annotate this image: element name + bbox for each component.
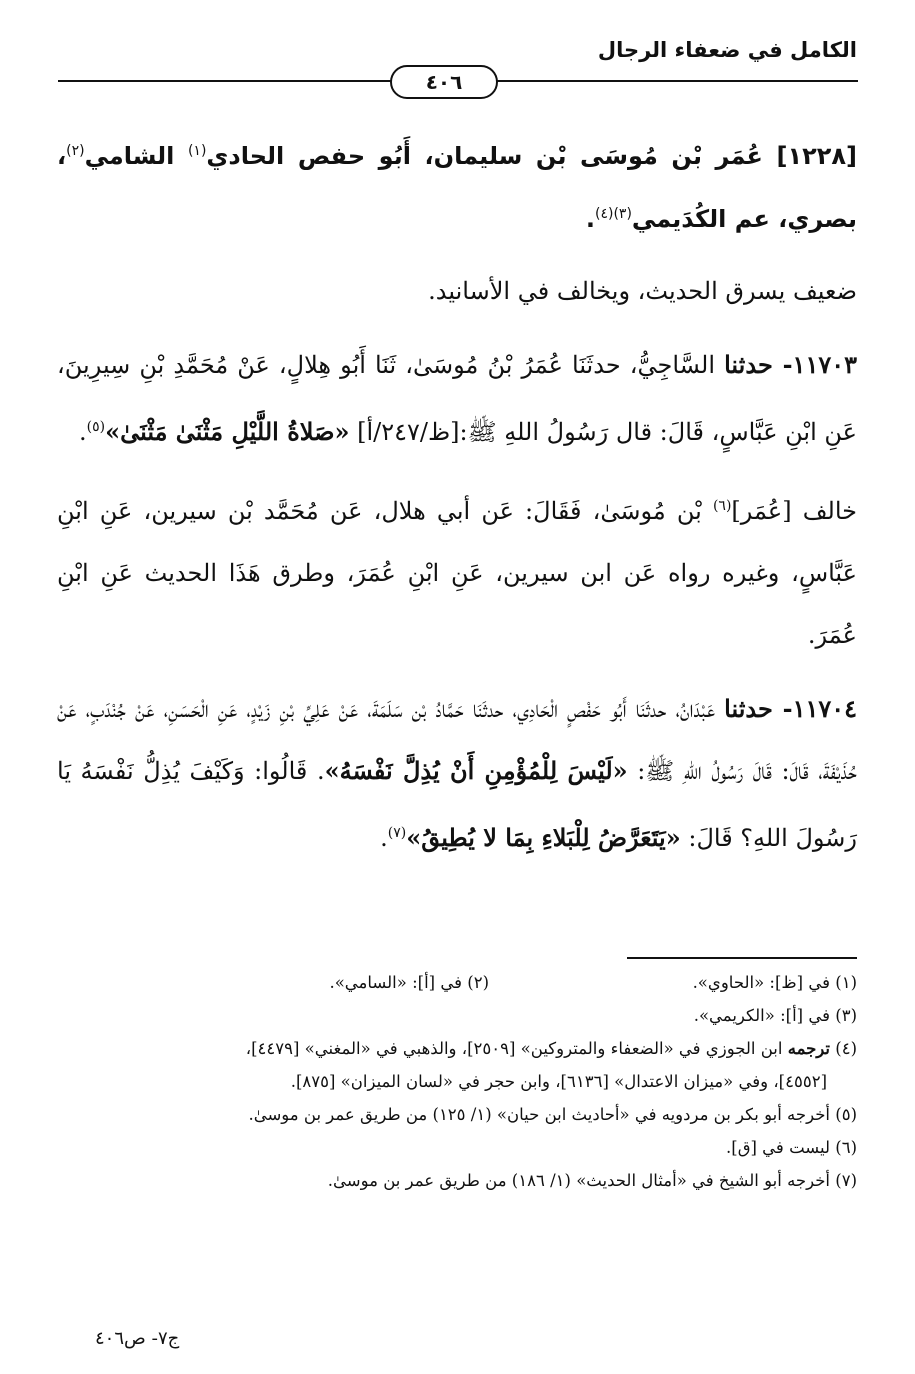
entry-end: . <box>585 205 595 233</box>
footnote-ref-1: (١) <box>187 143 207 159</box>
footnote-7: (٧) أخرجه أبو الشيخ في «أمثال الحديث» (١/ ١٨٦) من طريق عمر بن موسىٰ. <box>327 1171 857 1190</box>
running-title: الكامل في ضعفاء الرجال <box>597 38 857 62</box>
printer-signature: ج٧- ص٤٠٦ <box>95 1328 180 1349</box>
footnote-keyword: ترجمه <box>787 1039 830 1058</box>
hadith-number: ١١٧٠٣- <box>782 350 857 379</box>
period: . <box>78 418 87 446</box>
commentary-rest: بْن مُوسَىٰ، فَقَالَ: عَن أبي هلال، عَن مُحَمَّد بْن سيرين، عَنِ ابْنِ عَبَّاسٍ، وغيره رواه عَن ابن سيرين، عَنِ ابْنِ عُمَرَ، وطرق هَذَا الحديث عَنِ ابْنِ عُمَرَ. <box>57 497 857 649</box>
dialogue-text: . قَالُوا: وَكَيْفَ يُذِلُّ نَفْسَهُ يَا رَسُولَ اللهِ؟ قَالَ: <box>57 757 857 852</box>
footnote-ref-7: (٧) <box>387 825 407 841</box>
hadith-matn: «صَلاةُ اللَّيْلِ مَثْنَىٰ مَثْنَىٰ» <box>105 417 350 446</box>
footnote-5: (٥) أخرجه أبو بكر بن مردويه في «أحاديث ابن حيان» (١/ ١٢٥) من طريق عمر بن موسىٰ. <box>248 1105 857 1124</box>
footnote-4 <box>57 1032 857 1065</box>
entry-heading: [١٢٢٨] عُمَر بْن مُوسَى بْن سليمان، أَبُو حفص الحادي <box>206 142 858 170</box>
footnote-row <box>57 966 857 999</box>
hadith-11703 <box>57 334 857 463</box>
isnad-text: عَبْدَانُ، حدثَنَا أَبُو حَفْصٍ الْحَادِي، حدثَنَا حَمَّادُ بْن سَلَمَةَ، عَنْ عَلِيِّ بْنِ زَيْدٍ، عَنِ الْحَسَنِ، عَنْ جُنْدَبٍ، عَنْ حُذَيْفَةَ، قَالَ: قَالَ رَسُولُ اللهِ ﷺ: <box>57 695 857 785</box>
footnote-3: (٣) في [أ]: «الكريمي». <box>693 1006 857 1025</box>
commentary-paragraph <box>57 475 857 666</box>
footnote-2: (٢) في [أ]: «السامي». <box>329 973 489 992</box>
footnote-4-line2: [٤٥٥٢]، وفي «ميزان الاعتدال» [٦١٣٦]، وابن حجر في «لسان الميزان» [٨٧٥]. <box>290 1072 827 1091</box>
commentary-start: خالف [عُمَر] <box>731 497 857 525</box>
period: . <box>380 824 388 852</box>
footnote-ref-5: (٥) <box>86 419 106 435</box>
hadith-matn-2: «يَتَعَرَّضُ لِلْبَلاءِ بِمَا لا يُطِيقُ» <box>406 823 681 852</box>
footnote-ref-3-4: (٣)(٤) <box>594 206 632 222</box>
page-number: ٤٠٦ <box>425 70 463 94</box>
main-text <box>57 122 857 869</box>
footnote-4-line1: ابن الجوزي في «الضعفاء والمتروكين» [٢٥٠٩]، والذهبي في «المغني» [٤٤٧٩]، <box>245 1039 788 1058</box>
narrator-verdict: ضعيف يسرق الحديث، ويخالف في الأسانيد. <box>428 277 857 305</box>
isnad-text: السَّاجِيُّ، حدثَنَا عُمَرُ بْنُ مُوسَىٰ، ثَنَا أَبُو هِلالٍ، عَنْ مُحَمَّدِ بْنِ سِيرِينَ، عَنِ ابْنِ عَبَّاسٍ، قَالَ: قال رَسُولُ اللهِ ﷺ:[ظ/٢٤٧/أ] <box>57 351 857 446</box>
hadith-number: ١١٧٠٤- <box>782 694 858 723</box>
narrator-entry <box>57 122 857 248</box>
footnotes <box>57 966 857 1197</box>
haddathana-label: حدثنا <box>724 350 783 379</box>
footnote-6: (٦) ليست في [ق]. <box>726 1138 857 1157</box>
footnote-number: (٤) <box>830 1039 857 1058</box>
footnote-rule <box>627 957 857 959</box>
entry-rest: ، بصري، عم الكُدَيمي <box>57 142 857 233</box>
hadith-11704 <box>57 678 857 869</box>
page-number-badge <box>390 65 498 99</box>
hadith-matn-1: «لَيْسَ لِلْمُؤْمِنِ أَنْ يُذِلَّ نَفْسَهُ» <box>324 756 628 785</box>
footnote-ref-6: (٦) <box>712 498 732 514</box>
footnote-ref-2: (٢) <box>66 143 85 159</box>
entry-nisba: الشامي <box>84 142 188 170</box>
footnote-1: (١) في [ظ]: «الحاوي». <box>692 973 857 992</box>
haddathana-label: حدثنا <box>724 694 783 723</box>
